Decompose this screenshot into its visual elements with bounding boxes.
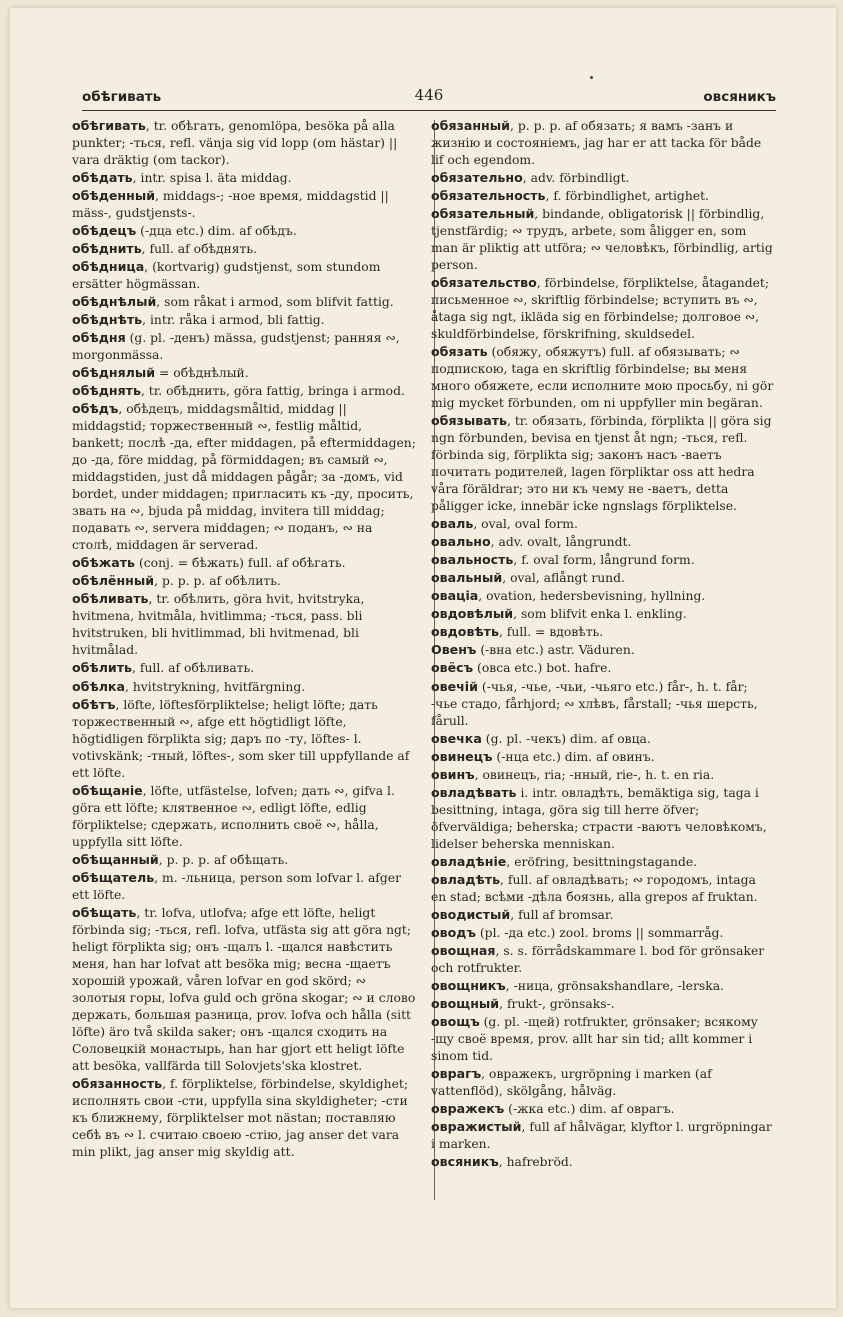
dictionary-entry [431, 412, 775, 515]
entry-definition: i. intr. овладѣть, bemäktiga sig, taga i besittning, intaga, göra sig till herre öfver; öfverväldiga; beherska; страсти -ваютъ человѣкомъ, lidelser beherska menniskan. [431, 785, 767, 851]
dictionary-entry [431, 678, 775, 730]
entry-definition: , овинецъ, ria; -нный, rie-, h. t. en ria. [474, 767, 715, 782]
dictionary-entry [431, 853, 775, 871]
entry-definition: , full. af обѣливать. [132, 661, 255, 676]
dictionary-entry [431, 1100, 775, 1118]
entry-definition: (conj. = бѣжать) full. af обѣгать. [135, 556, 346, 571]
entry-headword: обѣденный [72, 188, 156, 204]
entry-definition: (обяжу, обяжутъ) full. af обязывать; ∾ подпискою, taga en skriftlig förbindelse; вы меня много обяжете, если исполните мою просьбу, ni gör mig mycket förbunden, om ni uppfyller min begäran. [431, 345, 774, 411]
dictionary-entry [431, 187, 775, 205]
entry-definition: , som råkat i armod, som blifvit fattig. [156, 295, 394, 310]
entry-definition: , tr. обѣгать, genomlöpa, besöka på alla punkter; -ться, refl. vänja sig vid lopp (om hästar) || vara dräktig (om tackor). [72, 119, 398, 168]
entry-definition: , овражекъ, urgröpning i marken (af vattenflöd), skölgång, hålväg. [431, 1066, 712, 1098]
entry-headword: овинъ [431, 766, 475, 782]
entry-definition: , bindande, obligatorisk || förbindlig, tjenstfärdig; ∾ трудъ, arbete, som åligger en, som man är pliktig att utföra; ∾ человѣкъ, förbindlig, artig person. [431, 207, 773, 273]
dictionary-entry [431, 551, 775, 569]
entry-headword: овальность [431, 552, 514, 568]
entry-definition: (овса etc.) bot. hafre. [473, 661, 612, 676]
entry-headword: оврагъ [431, 1065, 482, 1081]
dictionary-entry [431, 1153, 775, 1171]
entry-headword: Овенъ [431, 642, 477, 658]
entry-definition: , full af hålvägar, klyftor l. urgröpningar i marken. [431, 1119, 772, 1151]
entry-headword: овёсъ [431, 660, 474, 676]
entry-definition: , f. förbindlighet, artighet. [545, 189, 709, 204]
entry-headword: обязать [431, 344, 488, 360]
entry-definition: , full. = вдовѣть. [498, 625, 604, 640]
dictionary-entry [431, 623, 775, 641]
entry-definition: , (kortvarig) gudstjenst, som stundom ersätter högmässan. [72, 260, 381, 292]
dictionary-entry [431, 942, 775, 977]
entry-definition: , adv. ovalt, långrundt. [490, 535, 632, 550]
dictionary-entry [72, 572, 416, 590]
entry-headword: обѣдать [72, 170, 133, 186]
entry-definition: , eröfring, besittningstagande. [506, 854, 698, 869]
header-guide-word-right: овсяникъ [703, 89, 776, 105]
entry-definition: , oval, aflångt rund. [502, 571, 625, 586]
dictionary-entry [72, 329, 416, 364]
entry-headword: обязательность [431, 188, 546, 204]
dictionary-entry [431, 730, 775, 748]
entry-headword: овсяникъ [431, 1153, 499, 1169]
dictionary-entry [72, 222, 416, 240]
entry-definition: (-чья, -чье, -чьи, -чьяго etc.) får-, h. t. får; -чье стадо, fårhjord; ∾ хлѣвъ, fårstall; -чья шерсть, fårull. [431, 679, 758, 728]
dictionary-entry [431, 274, 775, 343]
dictionary-entry [431, 748, 775, 766]
dictionary-entry [431, 659, 775, 677]
dictionary-entry [72, 169, 416, 187]
entry-definition: , oval, oval form. [473, 517, 578, 532]
entry-definition: (-вна etc.) astr. Väduren. [476, 643, 635, 658]
entry-headword: овражекъ [431, 1100, 505, 1116]
entry-headword: овечій [431, 678, 478, 694]
entry-headword: овощный [431, 995, 500, 1011]
entry-definition: , förbindelse, förpliktelse, åtagandet; письменное ∾, skriftlig förbindelse; вступить въ ∾, åtaga sig ngt, ikläda sig en förbindelse; долговое ∾, skuldförbindelse, förskrifning, skuldsedel. [431, 276, 770, 342]
entry-headword: обѣливать [72, 591, 149, 607]
right-column [431, 117, 775, 1171]
dictionary-entry [72, 400, 416, 554]
dictionary-entry [72, 869, 416, 904]
entry-headword: обѣдъ [72, 401, 119, 417]
entry-headword: обѣжать [72, 555, 136, 571]
entry-definition: , full. af овладѣвать; ∾ городомъ, intaga en stad; всѣми -дѣла боязнь, alla grepos af fruktan. [431, 872, 758, 904]
entry-definition: , ovation, hedersbevisning, hyllning. [478, 589, 706, 604]
dictionary-entry [72, 382, 416, 400]
header-guide-word-left: обѣгивать [82, 89, 162, 105]
dictionary-entry [72, 696, 416, 782]
entry-headword: обѣлить [72, 660, 133, 676]
entry-definition: , tr. обязать, förbinda, förplikta || göra sig ngn förbunden, bevisa en tjenst åt ngn; -ться, refl. förbinda sig, förplikta sig; законъ насъ -ваетъ почитать родителей, lagen förpliktar oss att hedra våra föräldrar; это ни къ чему не -ваетъ, detta påligger icke, innebär icke ngnslags förpliktelse. [431, 414, 772, 514]
entry-headword: овладѣніе [431, 853, 507, 869]
dictionary-entry [431, 995, 775, 1013]
entry-headword: овощникъ [431, 977, 506, 993]
entry-definition: (-дца etc.) dim. af обѣдъ. [136, 224, 297, 239]
dictionary-entry [431, 169, 775, 187]
dictionary-entry [431, 977, 775, 995]
entry-definition: , f. oval form, långrund form. [513, 553, 695, 568]
entry-headword: оваціа [431, 588, 479, 604]
entry-headword: обѣдница [72, 259, 145, 275]
entry-definition: , löfte, utfästelse, lofven; дать ∾, gifva l. göra ett löfte; клятвенное ∾, edligt löfte, edlig förpliktelse; сдержать, исполнить своё ∾, hålla, uppfylla sitt löfte. [72, 783, 395, 849]
entry-headword: обѣднѣть [72, 312, 143, 328]
entry-headword: обѣщать [72, 904, 137, 920]
dictionary-entry [431, 766, 775, 784]
entry-headword: овощъ [431, 1013, 480, 1029]
entry-definition: , frukt-, grönsaks-. [499, 996, 615, 1011]
entry-headword: оваль [431, 516, 474, 532]
entry-headword: оводистый [431, 906, 511, 922]
entry-definition: (-нца etc.) dim. af овинъ. [492, 749, 655, 764]
entry-definition: , adv. förbindligt. [522, 171, 630, 186]
entry-headword: обѣднѣлый [72, 294, 157, 310]
entry-definition: , intr. råka i armod, bli fattig. [142, 313, 325, 328]
dictionary-entry [431, 871, 775, 906]
dictionary-entry [72, 258, 416, 293]
dictionary-entry [431, 1013, 775, 1065]
page-number: 446 [414, 86, 444, 104]
entry-definition: , p. p. p. af обѣщать. [158, 852, 289, 867]
dictionary-entry [431, 906, 775, 924]
entry-definition: , f. förpliktelse, förbindelse, skyldighet; исполнять свои -сти, uppfylla sina skyldigheter; -сти къ ближнему, förpliktelser mot nästan; поставляю себѣ въ ∾ l. считаю своею -стію, jag anser det vara min plikt, jag anser mig skyldig att. [72, 1076, 409, 1159]
entry-headword: обязанный [431, 118, 510, 133]
entry-definition: , full. af обѣднять. [141, 242, 258, 257]
entry-definition: = обѣднѣлый. [155, 366, 249, 381]
entry-headword: обѣлённый [72, 573, 155, 589]
entry-headword: обязанность [72, 1075, 163, 1091]
entry-definition: , tr. обѣлить, göra hvit, hvitstryka, hvitmena, hvitmåla, hvitlimma; -ться, pass. bli hvitstruken, bli hvitlimmad, bli hvitmenad, bli hvitmålad. [72, 592, 365, 658]
dictionary-entry [431, 205, 775, 274]
entry-definition: (g. pl. -щей) rotfrukter, grönsaker; всякому -щу своё время, prov. allt har sin tid; allt kommer i sinom tid. [431, 1014, 758, 1063]
dictionary-entry [72, 117, 416, 169]
entry-definition: , middags-; -ное время, middagstid || mäss-, gudstjensts-. [72, 189, 389, 221]
entry-headword: овдовѣлый [431, 606, 514, 622]
dictionary-entry [431, 533, 775, 551]
entry-headword: обѣщаніе [72, 782, 143, 798]
dictionary-entry [72, 311, 416, 329]
entry-headword: обязательно [431, 170, 523, 186]
entry-headword: обѣгивать [72, 118, 146, 133]
dictionary-entry [72, 590, 416, 659]
dictionary-entry [431, 587, 775, 605]
entry-definition: (g. pl. -денъ) mässa, gudstjenst; ранняя ∾, morgonmässa. [72, 331, 400, 363]
entry-headword: обязывать [431, 413, 507, 429]
dictionary-entry [431, 117, 775, 169]
entry-definition: , som blifvit enka l. enkling. [513, 607, 687, 622]
dictionary-entry [431, 515, 775, 533]
entry-definition: , full af bromsar. [510, 907, 614, 922]
entry-headword: обѣднить [72, 241, 142, 257]
entry-definition: , hafrebröd. [498, 1154, 573, 1169]
entry-headword: обѣдня [72, 330, 126, 346]
dictionary-entry [72, 240, 416, 258]
dictionary-entry [72, 187, 416, 222]
entry-headword: овинецъ [431, 748, 493, 764]
entry-definition: , hvitstrykning, hvitfärgning. [124, 679, 306, 694]
entry-headword: овощная [431, 942, 496, 958]
entry-headword: обѣщанный [72, 851, 159, 867]
entry-headword: обѣтъ [72, 696, 116, 712]
entry-headword: обязательство [431, 275, 537, 291]
entry-definition: , обѣдецъ, middagsmåltid, middag || middagstid; торжественный ∾, festlig måltid, bankett; послѣ -да, efter middagen, på eftermiddagen; до -да, före middag, på förmiddagen; въ самый ∾, middagstiden, just då middagen pågår; за -домъ, vid bordet, under middagen; пригласить къ -ду, просить, звать на ∾, bjuda på middag, invitera till middag; подавать ∾, servera middagen; ∾ поданъ, ∾ на столѣ, middagen är serverad. [72, 402, 416, 553]
dictionary-entry [431, 605, 775, 623]
entry-headword: овечка [431, 730, 482, 746]
dictionary-entry [431, 924, 775, 942]
entry-definition: , intr. spisa l. äta middag. [132, 171, 292, 186]
page-header [82, 80, 776, 111]
entry-headword: обязательный [431, 206, 535, 222]
ink-dot [590, 76, 593, 79]
entry-headword: овражистый [431, 1118, 522, 1134]
dictionary-entry [431, 1065, 775, 1100]
entry-headword: обѣлка [72, 678, 125, 694]
entry-headword: обѣднять [72, 383, 141, 399]
dictionary-entry [72, 293, 416, 311]
entry-definition: , tr. обѣднить, göra fattig, bringa i armod. [140, 384, 405, 399]
entry-definition: (-жка etc.) dim. af оврагъ. [504, 1101, 675, 1116]
entry-headword: обѣднялый [72, 365, 156, 381]
entry-headword: оводъ [431, 924, 476, 940]
entry-definition: , s. s. förrådskammare l. bod för grönsaker och rotfrukter. [431, 943, 765, 975]
dictionary-entry [431, 641, 775, 659]
entry-headword: обѣдецъ [72, 223, 137, 239]
dictionary-entry [72, 678, 416, 696]
dictionary-entry [72, 659, 416, 677]
entry-definition: , m. -льница, person som lofvar l. afger ett löfte. [72, 870, 401, 902]
entry-headword: овально [431, 534, 491, 550]
dictionary-entry [431, 343, 775, 412]
entry-definition: , -ница, grönsakshandlare, -lerska. [505, 978, 724, 993]
entry-definition: (pl. -да etc.) zool. broms || sommarråg. [475, 925, 724, 940]
dictionary-entry [72, 851, 416, 869]
entry-definition: , löfte, löftesförpliktelse; heligt löfte; дать торжественный ∾, afge ett högtidligt löfte, högtidligen förplikta sig; даръ по -ту, löftes- l. votivskänk; -тный, löftes-, som sker till uppfyllande af ett löfte. [72, 697, 410, 780]
dictionary-entry [72, 782, 416, 851]
dictionary-entry [431, 784, 775, 853]
entry-headword: овладѣвать [431, 784, 517, 800]
entry-headword: овдовѣть [431, 624, 499, 640]
entry-headword: овальный [431, 570, 503, 586]
left-column [72, 117, 416, 1161]
entry-definition: (g. pl. -чекъ) dim. af овца. [481, 731, 651, 746]
dictionary-entry [72, 1075, 416, 1161]
entry-headword: обѣщатель [72, 869, 155, 885]
entry-headword: овладѣть [431, 871, 501, 887]
dictionary-entry [72, 904, 416, 1075]
entry-definition: , p. p. p. af обязать; я вамъ -занъ и жизнію и состояніемъ, jag har er att tacka för både lif och egendom. [431, 119, 762, 168]
entry-definition: , p. p. p. af обѣлить. [154, 574, 281, 589]
dictionary-entry [431, 569, 775, 587]
dictionary-entry [72, 554, 416, 572]
dictionary-entry [431, 1118, 775, 1153]
dictionary-entry [72, 364, 416, 382]
entry-definition: , tr. lofva, utlofva; afge ett löfte, heligt förbinda sig; -ться, refl. lofva, utfästa sig att göra ngt; heligt förplikta sig; онъ -щалъ l. -щался навѣстить меня, han har lofvat att besöka mig; весна -щаетъ хорошій урожай, våren lofvar en god skörd; ∾ золотыя горы, lofva guld och gröna skogar; ∾ и слово держать, большая разница, prov. lofva och hålla (sitt löfte) äro två skilda saker; онъ -щался сходить на Соловецкій монастырь, han har gjort ett heligt löfte att besöka, vallfärda till Solovjets'ska klostret. [72, 905, 416, 1073]
